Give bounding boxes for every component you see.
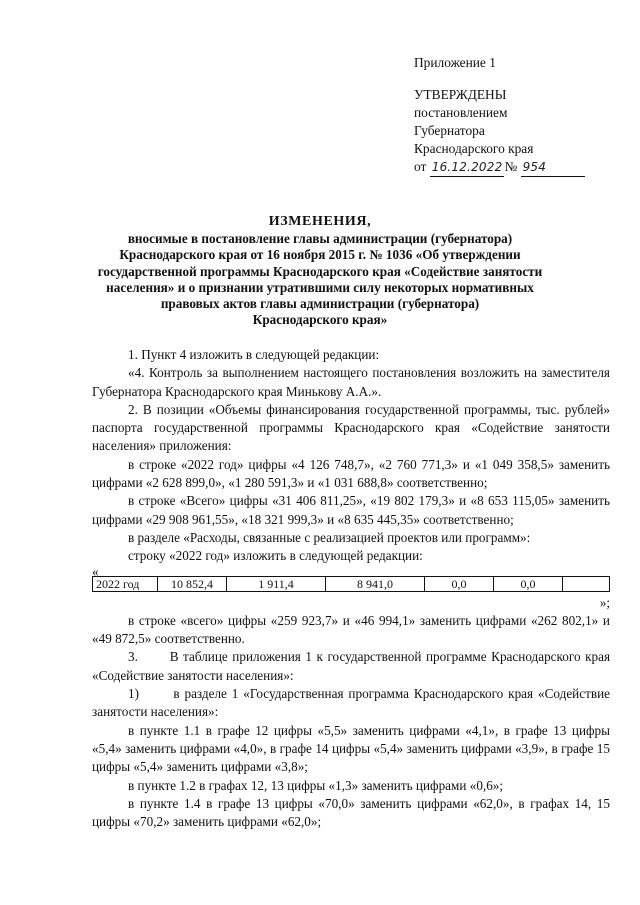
paragraph-7: строку «2022 год» изложить в следующей редакции: <box>128 548 423 564</box>
from-label: от <box>414 159 427 174</box>
approval-line-1: постановлением <box>414 105 508 120</box>
approved-label: УТВЕРЖДЕНЫ <box>414 87 507 102</box>
table-cell: 10 852,4 <box>158 576 227 591</box>
paragraph-10-text: в разделе 1 «Государственная программа Краснодарского края «Содействие занятости населения»: <box>92 686 610 720</box>
paragraph-3: 2. В позиции «Объемы финансирования государственной программы, тыс. рублей» паспорта государственной программы Краснодарского края «Содействие занятости населения» приложения: <box>92 401 610 454</box>
paragraph-6: в разделе «Расходы, связанные с реализацией проектов или программ»: <box>128 529 531 545</box>
appendix-label: Приложение 1 <box>414 55 496 70</box>
paragraph-1: 1. Пункт 4 изложить в следующей редакции: <box>128 347 380 362</box>
paragraph-13: в пункте 1.4 в графе 13 цифры «70,0» заменить цифрами «62,0», в графах 14, 15 цифры «70,2» заменить цифрами «62,0»; <box>92 795 610 830</box>
document-heading <box>70 214 570 328</box>
item-number-1: 1) <box>128 686 139 702</box>
table-cell: 1 911,4 <box>227 576 326 591</box>
heading-line-6: Краснодарского края» <box>252 312 388 328</box>
approval-date-number <box>414 158 614 177</box>
table-cell: 0,0 <box>425 576 494 591</box>
table-cell: 0,0 <box>494 576 563 591</box>
number-field <box>521 158 585 177</box>
paragraph-5: в строке «Всего» цифры «31 406 811,25», «19 802 179,3» и «8 653 115,05» заменить цифрами «29 908 961,55», «18 321 999,3» и «8 635 445,35» соответственно; <box>92 493 610 527</box>
heading-line-2: Краснодарского края от 16 ноября 2015 г. № 1036 «Об утверждении <box>119 247 521 263</box>
table-row <box>93 576 610 591</box>
table-cell: 8 941,0 <box>326 576 425 591</box>
number-sign: № <box>504 159 518 174</box>
paragraph-8: в строке «всего» цифры «259 923,7» и «46 994,1» заменить цифрами «262 802,1» и «49 872,5» соответственно. <box>92 612 610 647</box>
heading-line-5: правовых актов главы администрации (губернатора) <box>160 296 480 312</box>
item-number-3: 3. <box>128 649 138 665</box>
paragraph-11: в пункте 1.1 в графе 12 цифры «5,5» заменить цифрами «4,1», в графе 13 цифры «5,4» заменить цифрами «4,0», в графе 14 цифры «5,4» заменить цифрами «3,9», в графе 15 цифры «5,4» заменить цифрами «3,8»; <box>92 722 610 775</box>
approval-block <box>414 54 614 177</box>
document-body <box>92 346 610 831</box>
heading-line-3: государственной программы Краснодарского края «Содействие занятости <box>97 263 543 279</box>
paragraph-4: в строке «2022 год» цифры «4 126 748,7», «2 760 771,3» и «1 049 358,5» заменить цифрами «2 628 899,0», «1 280 591,3» и «1 031 688,8» соответственно; <box>92 456 610 491</box>
heading-title: ИЗМЕНЕНИЯ, <box>268 214 372 229</box>
close-quote: »; <box>599 594 610 610</box>
handwritten-number: 954 <box>522 160 547 174</box>
handwritten-date: 16.12.2022 <box>431 160 503 174</box>
heading-line-4: населения» и о признании утратившими силу некоторых нормативных <box>106 279 534 295</box>
finance-table <box>92 576 610 592</box>
approval-line-3: Краснодарского края <box>414 141 534 156</box>
approval-line-2: Губернатора <box>414 123 485 138</box>
heading-line-1: вносимые в постановление главы администрации (губернатора) <box>127 231 513 247</box>
table-cell <box>563 576 610 591</box>
paragraph-9-text: В таблице приложения 1 к государственной программе Краснодарского края «Содействие занятости населения»: <box>92 649 611 683</box>
paragraph-2: «4. Контроль за выполнением настоящего постановления возложить на заместителя Губернатора Краснодарского края Минькову А.А.». <box>92 365 610 399</box>
date-field <box>430 158 505 177</box>
paragraph-12: в пункте 1.2 в графах 12, 13 цифры «1,3» заменить цифрами «0,6»; <box>128 777 504 793</box>
paragraph-9 <box>92 648 610 685</box>
table-cell-year: 2022 год <box>93 576 158 591</box>
open-quote: « <box>92 563 99 579</box>
paragraph-10 <box>92 685 610 722</box>
